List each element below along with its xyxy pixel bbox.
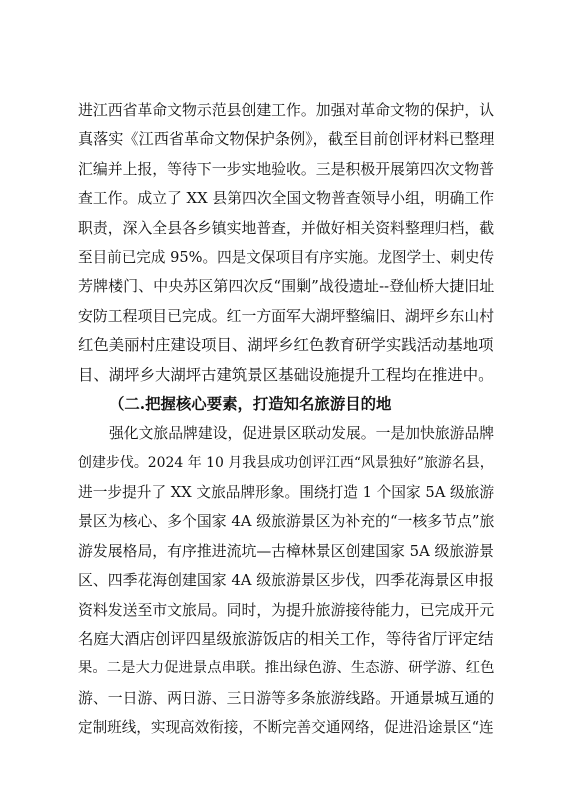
body-line: 名庭大酒店创评四星级旅游饭店的相关工作，等待省厅评定结 bbox=[78, 630, 494, 649]
body-line: 果。二是大力促进景点串联。推出绿色游、生态游、研学游、红色 bbox=[78, 660, 495, 677]
body-line: 芳牌楼门、中央苏区第四次反“围剿”战役遗址--登仙桥大捷旧址 bbox=[78, 277, 495, 296]
body-line: 创建步伐。2024 年 10 月我县成功创评江西“风景独好”旅游名县， bbox=[78, 454, 494, 471]
body-line: 区、四季花海创建国家 4A 级旅游景区步伐，四季花海景区申报 bbox=[78, 571, 494, 590]
section-heading: （二.把握核心要素，打造知名旅游目的地 bbox=[109, 394, 392, 413]
body-line: 红色美丽村庄建设项目、湖坪乡红色教育研学实践活动基地项 bbox=[78, 336, 494, 355]
body-line: 游、一日游、两日游、三日游等多条旅游线路。开通景城互通的 bbox=[78, 688, 495, 707]
body-line: 资料发送至市文旅局。同时，为提升旅游接待能力，已完成开元 bbox=[78, 600, 495, 619]
body-line: 查工作。成立了 XX 县第四次全国文物普查领导小组，明确工作 bbox=[78, 190, 495, 208]
document-body bbox=[78, 96, 494, 743]
body-line: 强化文旅品牌建设，促进景区联动发展。一是加快旅游品牌 bbox=[109, 425, 495, 443]
body-line: 进一步提升了 XX 文旅品牌形象。围绕打造 1 个国家 5A 级旅游 bbox=[78, 484, 495, 502]
body-line: 定制班线，实现高效衔接，不断完善交通网络，促进沿途景区“连 bbox=[78, 719, 494, 737]
body-line: 真落实《江西省革命文物保护条例》，截至目前创评材料已整理 bbox=[78, 130, 495, 149]
body-line: 安防工程项目已完成。红一方面军大湖坪整编旧、湖坪乡东山村 bbox=[78, 306, 495, 325]
body-line: 职责，深入全县各乡镇实地普查，并做好相关资料整理归档，截 bbox=[78, 218, 495, 237]
body-line: 游发展格局，有序推进流坑—古樟林景区创建国家 5A 级旅游景 bbox=[78, 541, 494, 560]
body-line: 景区为核心、多个国家 4A 级旅游景区为补充的“一核多节点”旅 bbox=[78, 512, 495, 531]
body-line: 至目前已完成 95%。四是文保项目有序实施。龙图学士、刺史传 bbox=[78, 248, 495, 266]
body-line: 进江西省革命文物示范县创建工作。加强对革命文物的保护，认 bbox=[78, 101, 495, 119]
body-line: 汇编并上报，等待下一步实地验收。三是积极开展第四次文物普 bbox=[78, 159, 495, 178]
body-line: 目、湖坪乡大湖坪古建筑景区基础设施提升工程均在推进中。 bbox=[78, 365, 494, 384]
